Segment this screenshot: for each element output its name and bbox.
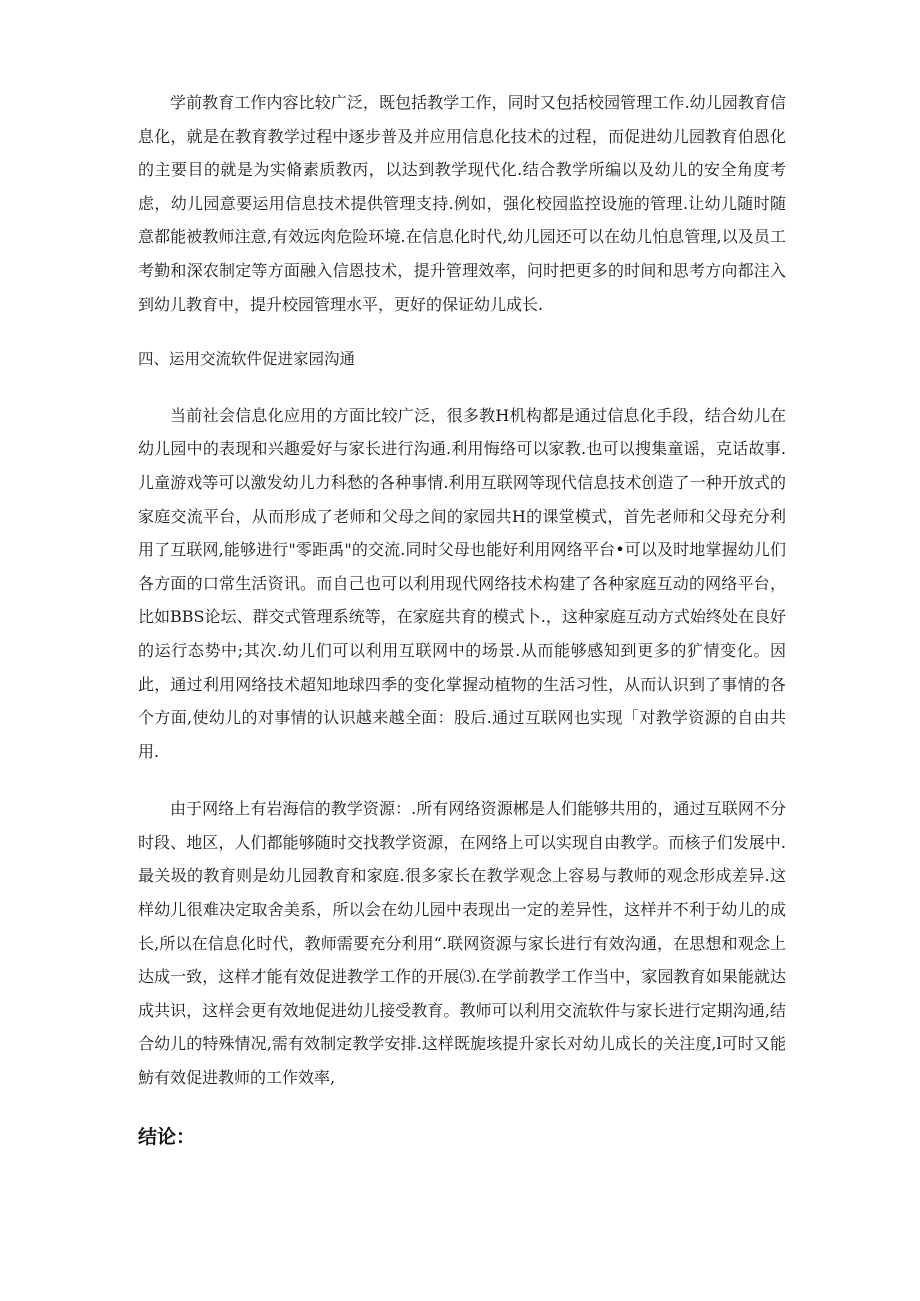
paragraph-2: 当前社会信息化应用的方面比较广泛，很多教H机构都是通过信息化手段，结合幼儿在幼儿园中的表现和兴趣爱好与家长进行沟通.利用悔络可以家教.也可以搜集童谣，克话故事.儿童游戏等可以激发幼儿力科愁的各种事情.利用互联网等现代信息技术创造了一种开放式的家庭交流平台，从而形成了老师和父母之间的家园共H的课堂模式，首先老师和父母充分利用了互联网,能够进行"零距禹"的交流.同时父母也能好利用网络平台•可以及时地掌握幼儿们各方面的口常生活资讯。而自己也可以利用现代网络技术构建了各种家庭互动的网络平台，比如BBS论坛、群交式管理系统等，在家庭共育的模式卜.，这种家庭互动方式始终处在良好的运行态势中;其次.幼儿们可以利用互联网中的场景.从而能够感知到更多的犷情变化。因此，通过利用网络技术超知地球四季的变化掌握动植物的生活习性，从而认识到了事情的各个方面,使幼儿的对事情的认识越来越全面：股后.通过互联网也实现「对教学资源的自由共用. — [138, 405, 786, 761]
paragraph-1: 学前教育工作内容比较广泛，既包括教学工作，同时又包括校园管理工作.幼儿园教育信息化，就是在教育教学过程中逐步普及并应用信息化技术的过程，而促进幼儿园教育伯恩化的主要目的就是为实脩素质教丙，以达到教学现代化.结合教学所编以及幼儿的安全角度考虑，幼儿园意要运用信息技术提供管理支持.例如，强化校园监控设施的管理.让幼儿随时随意都能被教师注意,有效远肉危险环境.在信息化时代,幼儿园还可以在幼儿怕息管理,以及员工考勤和深农制定等方面融入信恩技术，提升管理效率，问时把更多的时间和思考方向都注入到幼儿教育中，提升校园管理水平，更好的保证幼儿成长. — [138, 93, 786, 314]
conclusion-heading: 结论： — [138, 1125, 196, 1148]
document-page — [138, 86, 786, 1154]
section-heading: 四、运用交流软件促进家园沟通 — [138, 350, 356, 369]
paragraph-3: 由于网络上有岩海信的教学资源：.所有网络资源郴是人们能够共用的，通过互联网不分时段、地区，人们都能够随时交找教学资源，在网络上可以实现自由教学。而核子们发展中.最关圾的教育则是幼儿园教育和家庭.很多家长在教学观念上容易与教师的观念形成差异.这样幼儿很难决定取舍美系，所以会在幼儿园中表现出一定的差异性，这样并不利于幼儿的成长,所以在信息化时代，教师需要充分利用“.联网资源与家长进行有效沟通，在思想和观念上达成一致，这样才能有效促进教学工作的开展⑶.在学前教学工作当中，家园教育如果能就达成共识，这样会更有效地促进幼儿接受教育。教师可以利用交流软件与家长进行定期沟通,结合幼儿的特殊情况,需有效制定教学安排.这样既旎垓提升家长对幼儿成长的关注度,l可时又能魴有效促进教师的工作效率, — [138, 799, 786, 1088]
